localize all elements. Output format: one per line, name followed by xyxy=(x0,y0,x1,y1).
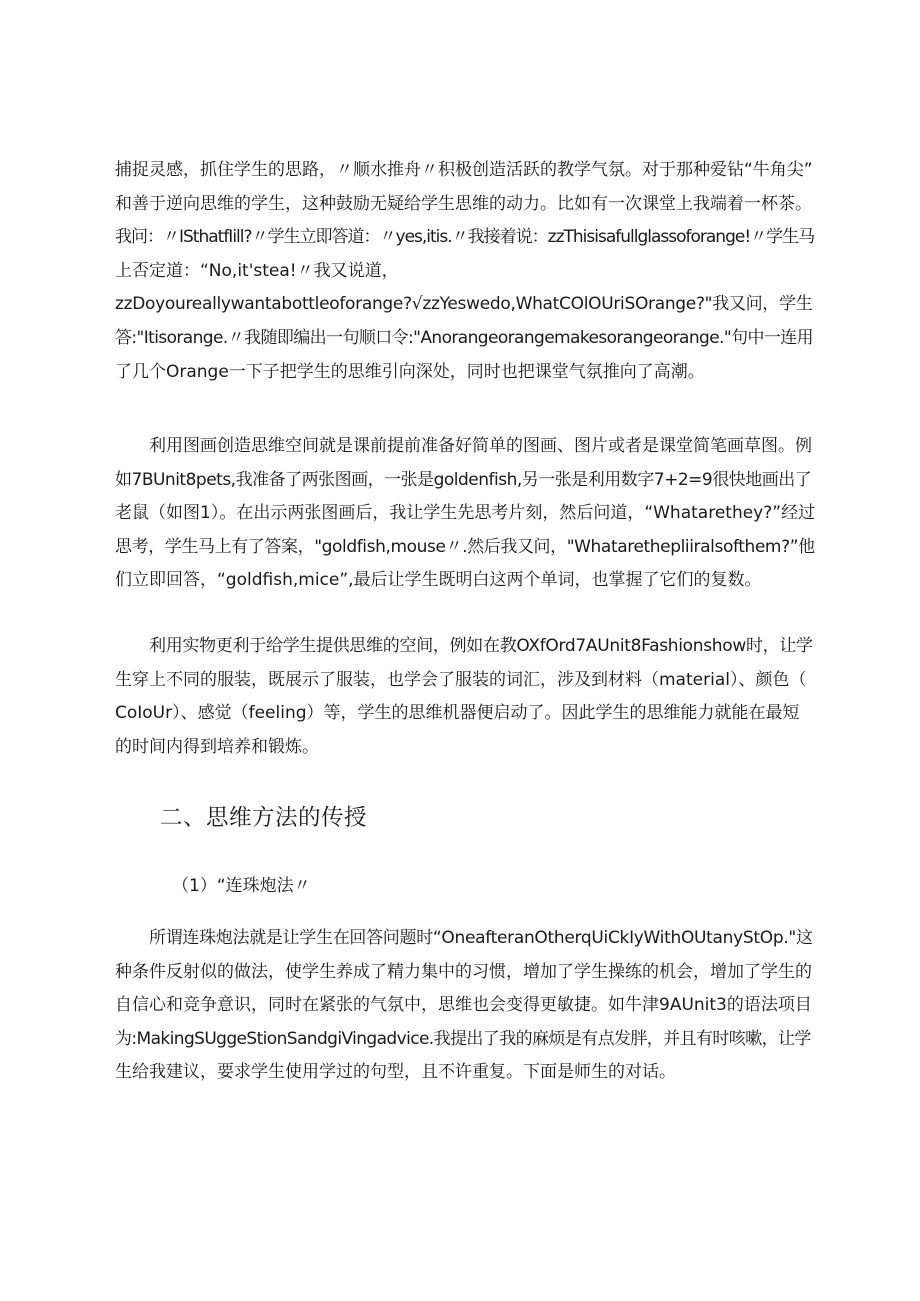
paragraph-line: zzDoyoureallywantabottleoforange?√zzYeswedo,WhatCOlOUriSOrange?"我又问，学生 xyxy=(115,294,813,315)
paragraph-line: 自信心和竞争意识，同时在紧张的气氛中，思维也会变得更敏捷。如牛津9AUnit3的语法项目 xyxy=(115,995,812,1016)
paragraph-line: 利用实物更利于给学生提供思维的空间，例如在教OXfOrd7AUnit8Fashionshow时，让学 xyxy=(149,636,813,656)
paragraph-line: 利用图画创造思维空间就是课前提前准备好简单的图画、图片或者是课堂简笔画草图。例 xyxy=(149,436,812,456)
paragraph-line: 捕捉灵感，抓住学生的思路，〃顺水推舟〃积极创造活跃的教学气氛。对于那种爱钻“牛角尖” xyxy=(115,160,813,180)
paragraph-line: 答:"Itisorange.〃我随即编出一句顺口令:"Anorangeorangemakesorangeorange."句中一连用 xyxy=(115,327,814,348)
paragraph-line: 了几个Orange一下子把学生的思维引向深处，同时也把课堂气氛推向了高潮。 xyxy=(115,361,705,382)
paragraph-1 xyxy=(115,154,815,389)
section-heading: 二、思维方法的传授 xyxy=(160,805,368,831)
paragraph-4 xyxy=(115,922,815,1090)
paragraph-line: 生穿上不同的服装，既展示了服装，也学会了服装的词汇，涉及到材料（material）、颜色（ xyxy=(115,669,807,690)
paragraph-line: 种条件反射似的做法，使学生养成了精力集中的习惯，增加了学生操练的机会，增加了学生的 xyxy=(115,961,812,982)
paragraph-line: 的时间内得到培养和锻炼。 xyxy=(115,736,319,757)
paragraph-line: 和善于逆向思维的学生，这种鼓励无疑给学生思维的动力。比如有一次课堂上我端着一杯茶。 xyxy=(115,193,812,214)
paragraph-3 xyxy=(115,630,815,764)
subsection-heading: （1）“连珠炮法〃 xyxy=(172,876,311,896)
paragraph-line: 老鼠（如图1）。在出示两张图画后，我让学生先思考片刻，然后问道，“Whatarethey?”经过 xyxy=(115,503,815,524)
paragraph-line: 生给我建议，要求学生使用学过的句型，且不许重复。下面是师生的对话。 xyxy=(115,1062,676,1083)
paragraph-line: 们立即回答，“goldfish,mice”,最后让学生既明白这两个单词，也掌握了它们的复数。 xyxy=(115,570,762,591)
paragraph-line: 如7BUnit8pets,我准备了两张图画，一张是goldenfish,另一张是利用数字7+2=9很快地画出了 xyxy=(115,469,812,490)
paragraph-2 xyxy=(115,430,815,598)
paragraph-line: 所谓连珠炮法就是让学生在回答问题时“OneafteranOtherqUiCkIyWithOUtanyStOp."这 xyxy=(149,928,813,948)
paragraph-line: 上否定道：“No,it'stea!〃我又说道， xyxy=(115,260,399,281)
paragraph-line: CoIoUr）、感觉（feeling）等，学生的思维机器便启动了。因此学生的思维能力就能在最短 xyxy=(115,703,800,724)
paragraph-line: 为:MakingSUggeStionSandgiVingadvice.我提出了我的麻烦是有点发胖，并且有时咳嗽，让学 xyxy=(115,1028,811,1049)
paragraph-line: 我问：〃ISthatfIill?〃学生立即答道：〃yes,itis.〃我接着说：zzThisisafullglassoforange!〃学生马 xyxy=(115,227,815,248)
paragraph-line: 思考，学生马上有了答案，"goldfish,mouse〃.然后我又问，"Whatarethepliiralsofthem?”他 xyxy=(115,536,815,557)
